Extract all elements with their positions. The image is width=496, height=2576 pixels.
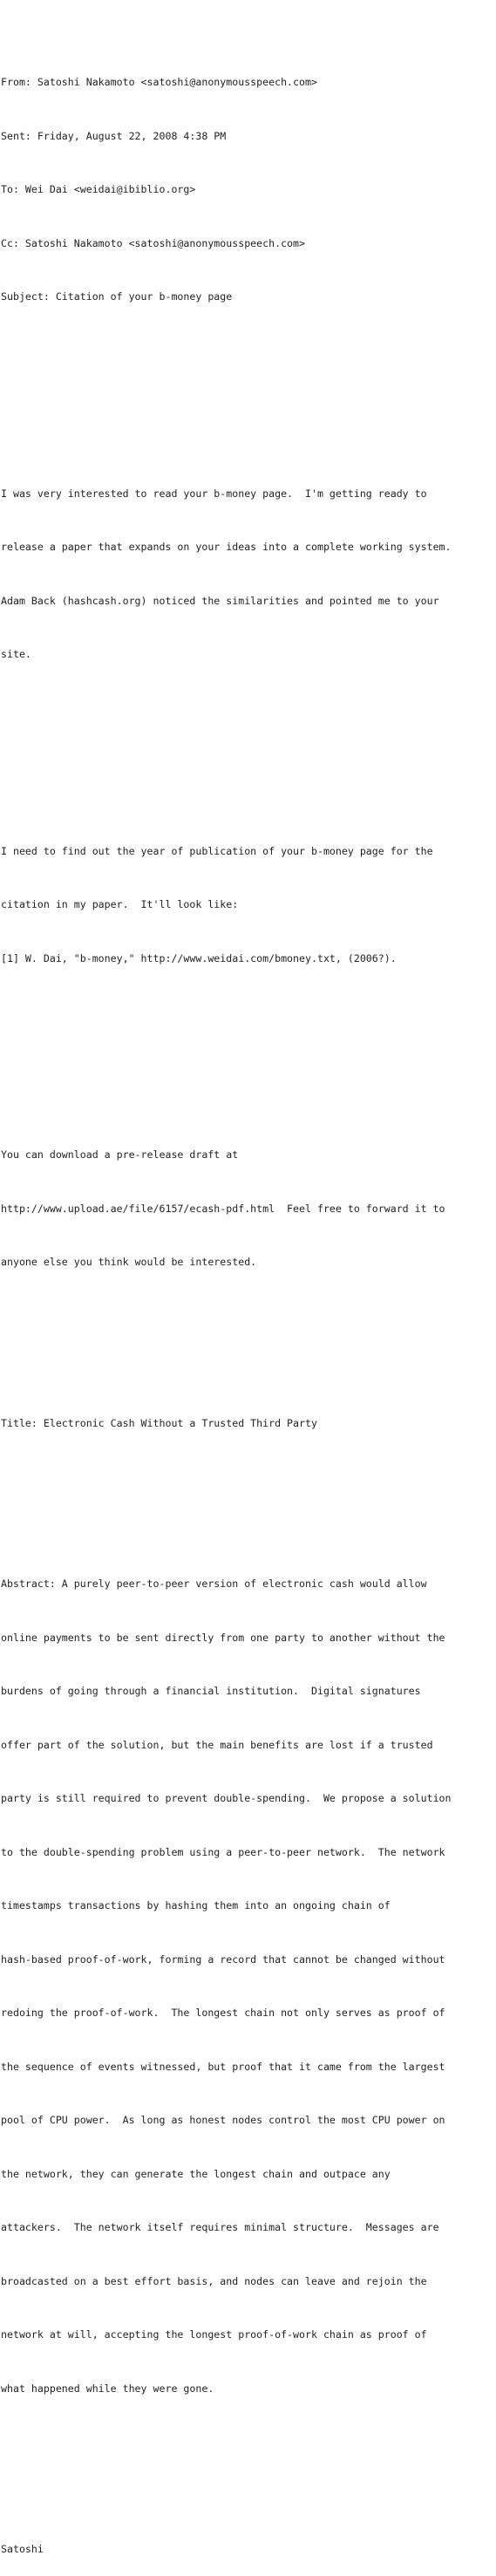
spacer bbox=[1, 735, 496, 753]
signature: Satoshi bbox=[1, 2543, 44, 2555]
abstract-line: online payments to be sent directly from one party to another without the bbox=[1, 1631, 445, 1644]
abstract-line: burdens of going through a financial institution. Digital signatures bbox=[1, 1685, 421, 1697]
email-headers bbox=[1, 37, 496, 342]
abstract-line: hash-based proof-of-work, forming a record that cannot be changed without bbox=[1, 1952, 445, 1966]
text-line: You can download a pre-release draft at bbox=[1, 1148, 239, 1161]
paper-abstract bbox=[1, 1539, 496, 2433]
header-sent: Sent: Friday, August 22, 2008 4:38 PM bbox=[1, 129, 227, 142]
paragraph-citation bbox=[1, 807, 496, 1004]
abstract-line: offer part of the solution, but the main benefits are lost if a trusted bbox=[1, 1738, 433, 1751]
text-line: I was very interested to read your b-money page. I'm getting ready to bbox=[1, 487, 427, 500]
header-subject: Subject: Citation of your b-money page bbox=[1, 290, 233, 303]
abstract-line: broadcasted on a best effort basis, and nodes can leave and rejoin the bbox=[1, 2274, 427, 2287]
abstract-line: to the double-spending problem using a peer-to-peer network. The network bbox=[1, 1845, 445, 1858]
header-cc: Cc: Satoshi Nakamoto <satoshi@anonymousspeech.com> bbox=[1, 236, 306, 249]
spacer bbox=[1, 378, 496, 396]
abstract-line: network at will, accepting the longest proof-of-work chain as proof of bbox=[1, 2328, 427, 2341]
abstract-line: party is still required to prevent double-spending. We propose a solution bbox=[1, 1792, 452, 1804]
text-line: anyone else you think would be interested. bbox=[1, 1256, 257, 1268]
download-link-line: http://www.upload.ae/file/6157/ecash-pdf.html Feel free to forward it to bbox=[1, 1202, 445, 1215]
abstract-line: the sequence of events witnessed, but proof that it came from the largest bbox=[1, 2060, 445, 2073]
abstract-line: timestamps transactions by hashing them into an ongoing chain of bbox=[1, 1899, 391, 1912]
abstract-line: redoing the proof-of-work. The longest chain not only serves as proof of bbox=[1, 2007, 445, 2019]
abstract-line: the network, they can generate the longest chain and outpace any bbox=[1, 2167, 391, 2180]
abstract-line: attackers. The network itself requires minimal structure. Messages are bbox=[1, 2221, 439, 2233]
text-line: citation in my paper. It'll look like: bbox=[1, 898, 239, 910]
abstract-line: pool of CPU power. As long as honest nodes control the most CPU power on bbox=[1, 2114, 445, 2126]
header-from: From: Satoshi Nakamoto <satoshi@anonymousspeech.com> bbox=[1, 76, 317, 88]
spacer bbox=[1, 2469, 496, 2487]
spacer bbox=[1, 1343, 496, 1361]
spacer bbox=[1, 1039, 496, 1057]
abstract-line: what happened while they were gone. bbox=[1, 2382, 214, 2395]
citation-line: [1] W. Dai, "b-money," http://www.weidai.com/bmoney.txt, (2006?). bbox=[1, 951, 397, 964]
spacer bbox=[1, 1468, 496, 1486]
abstract-line: Abstract: A purely peer-to-peer version of electronic cash would allow bbox=[1, 1578, 427, 1590]
text-line: Adam Back (hashcash.org) noticed the similarities and pointed me to your bbox=[1, 594, 439, 607]
paragraph-intro bbox=[1, 449, 496, 699]
text-line: I need to find out the year of publication of your b-money page for the bbox=[1, 844, 433, 857]
paragraph-download bbox=[1, 1110, 496, 1307]
text-line: site. bbox=[1, 648, 31, 660]
text-line: release a paper that expands on your ideas into a complete working system. bbox=[1, 541, 452, 553]
header-to: To: Wei Dai <weidai@ibiblio.org> bbox=[1, 183, 196, 195]
paper-title: Title: Electronic Cash Without a Trusted Third Party bbox=[1, 1416, 317, 1429]
